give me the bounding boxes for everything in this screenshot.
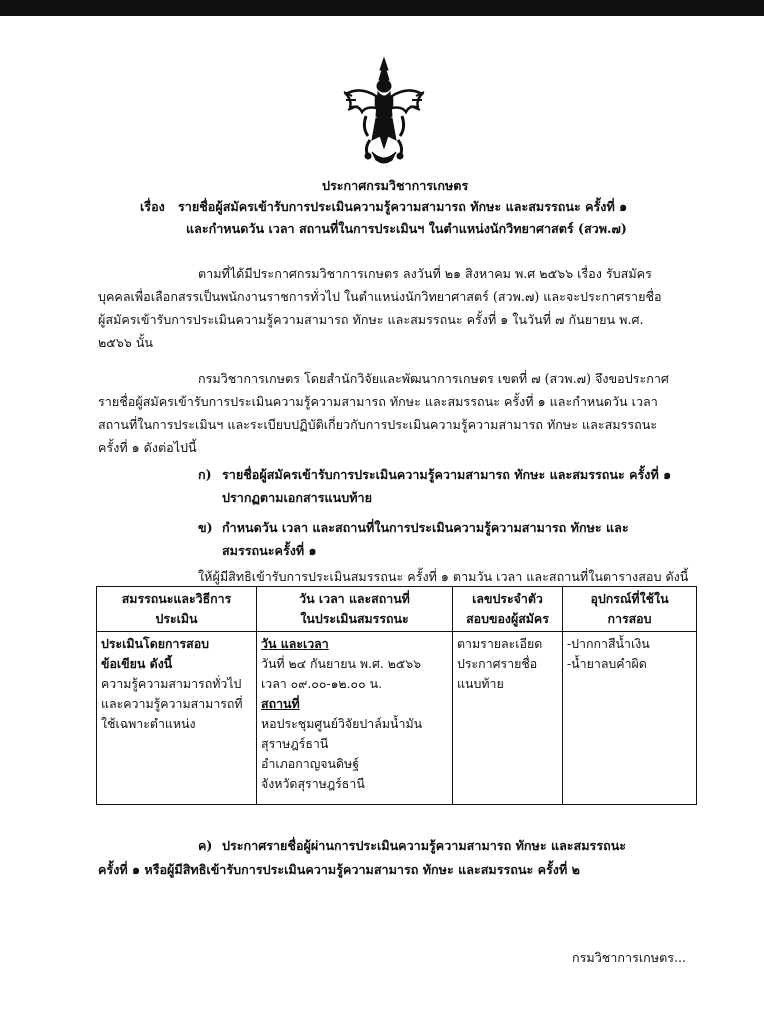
garuda-emblem-icon <box>342 56 426 164</box>
paragraph-2-line: สถานที่ในการประเมินฯ และระเบียบปฏิบัติเกี่ยวกับการประเมินความรู้ความสามารถ ทักษะ และสมรรถนะ <box>98 417 658 432</box>
table-row <box>97 632 697 805</box>
table-header-applicant-id: เลขประจำตัว สอบของผู้สมัคร <box>453 587 563 632</box>
cell-equipment: -ปากกาสีน้ำเงิน -น้ำยาลบคำผิด <box>563 632 697 805</box>
paragraph-2-line: ครั้งที่ ๑ ดังต่อไปนี้ <box>98 440 197 455</box>
item-a-line-1: รายชื่อผู้สมัครเข้ารับการประเมินความรู้ความสามารถ ทักษะ และสมรรถนะ ครั้งที่ ๑ <box>222 467 672 482</box>
item-b-line-2: สมรรถนะครั้งที่ ๑ <box>222 543 317 558</box>
table-header-datetime-place: วัน เวลา และสถานที่ ในประเมินสมรรถนะ <box>257 587 453 632</box>
subject-prefix: เรื่อง <box>140 199 165 214</box>
subject-line-2: และกำหนดวัน เวลา สถานที่ในการประเมินฯ ในตำแหน่งนักวิทยาศาสตร์ (สวพ.๗) <box>186 221 627 236</box>
agency-title: ประกาศกรมวิชาการเกษตร <box>322 178 469 193</box>
item-c-line-2: ครั้งที่ ๑ หรือผู้มีสิทธิเข้ารับการประเมินความรู้ความสามารถ ทักษะ และสมรรถนะ ครั้งที่ ๒ <box>98 862 580 877</box>
cell-competency: ประเมินโดยการสอบ ข้อเขียน ดังนี้ ความรู้ความสามารถทั่วไป และความรู้ความสามารถที่ ใช้เฉพาะตำแหน่ง <box>97 632 257 805</box>
item-a-line-2: ปรากฏตามเอกสารแนบท้าย <box>222 490 372 505</box>
item-c-marker: ค) <box>198 838 213 853</box>
exam-schedule-table <box>96 586 697 805</box>
subject-line-1: รายชื่อผู้สมัครเข้ารับการประเมินความรู้ความสามารถ ทักษะ และสมรรถนะ ครั้งที่ ๑ <box>178 199 628 214</box>
table-header-row <box>97 587 697 632</box>
top-scan-border <box>0 0 764 16</box>
table-intro: ให้ผู้มีสิทธิเข้ารับการประเมินสมรรถนะ ครั้งที่ ๑ ตามวัน เวลา และสถานที่ในตารางสอบ ดังนี้ <box>198 569 689 584</box>
paragraph-1-line: บุคคลเพื่อเลือกสรรเป็นพนักงานราชการทั่วไป ในตำแหน่งนักวิทยาศาสตร์ (สวพ.๗) และจะประกาศรายชื่อ <box>98 289 662 304</box>
paragraph-2-line: รายชื่อผู้สมัครเข้ารับการประเมินความรู้ความสามารถ ทักษะ และสมรรถนะ ครั้งที่ ๑ และกำหนดวัน เวลา <box>98 394 658 409</box>
paragraph-2-line: กรมวิชาการเกษตร โดยสำนักวิจัยและพัฒนาการเกษตร เขตที่ ๗ (สวพ.๗) จึงขอประกาศ <box>198 371 669 386</box>
item-b-line-1: กำหนดวัน เวลา และสถานที่ในการประเมินความรู้ความสามารถ ทักษะ และ <box>222 520 629 535</box>
cell-datetime-place: วัน และเวลา วันที่ ๒๔ กันยายน พ.ศ. ๒๕๖๖ เวลา ๐๙.๐๐-๑๒.๐๐ น. สถานที่ หอประชุมศูนย์วิจัยปาล์มน้ำมัน สุราษฎร์ธานี อำเภอกาญจนดิษฐ์ จังหวัดสุราษฎร์ธานี <box>257 632 453 805</box>
footer-continuation: กรมวิชาการเกษตร... <box>572 950 687 965</box>
table-header-equipment: อุปกรณ์ที่ใช้ใน การสอบ <box>563 587 697 632</box>
table-header-competency: สมรรถนะและวิธีการ ประเมิน <box>97 587 257 632</box>
item-b-marker: ข) <box>198 520 213 535</box>
paragraph-1-line: ๒๕๖๖ นั้น <box>98 335 154 350</box>
cell-applicant-id: ตามรายละเอียด ประกาศรายชื่อ แนบท้าย <box>453 632 563 805</box>
paragraph-1-line: ผู้สมัครเข้ารับการประเมินความรู้ความสามารถ ทักษะ และสมรรถนะ ครั้งที่ ๑ ในวันที่ ๗ กันยายน พ.ศ. <box>98 312 644 327</box>
item-a-marker: ก) <box>198 467 212 482</box>
item-c-line-1: ประกาศรายชื่อผู้ผ่านการประเมินความรู้ความสามารถ ทักษะ และสมรรถนะ <box>222 838 627 853</box>
paragraph-1-line: ตามที่ได้มีประกาศกรมวิชาการเกษตร ลงวันที่ ๒๑ สิงหาคม พ.ศ ๒๕๖๖ เรื่อง รับสมัคร <box>198 266 652 281</box>
